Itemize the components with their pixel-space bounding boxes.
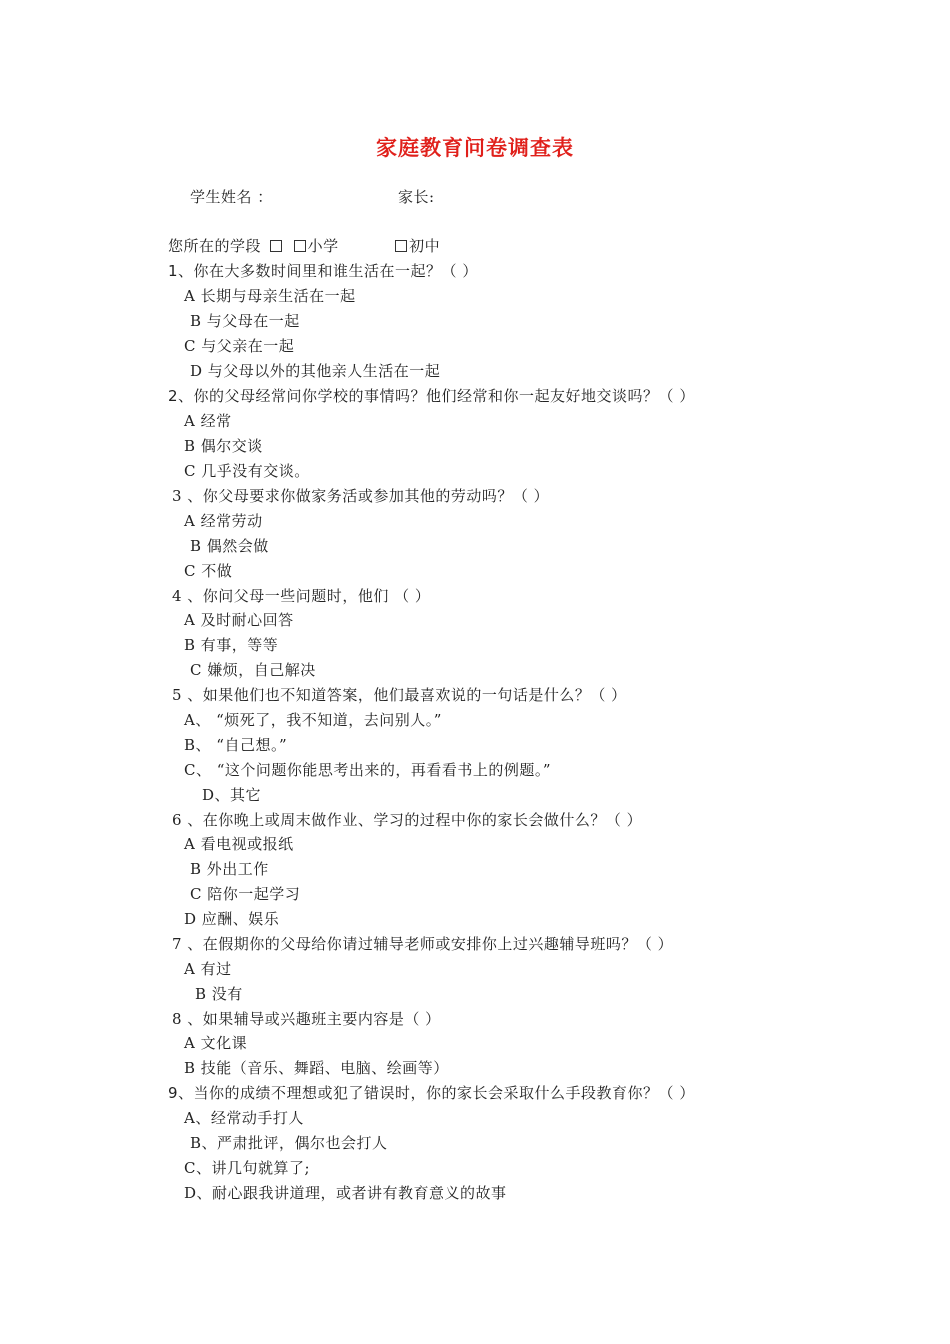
option-4a: A 及时耐心回答 bbox=[184, 611, 294, 629]
option-9c: C、讲几句就算了; bbox=[184, 1159, 311, 1177]
option-1d: D 与父母以外的其他亲人生活在一起 bbox=[190, 362, 441, 380]
stage-row bbox=[168, 236, 440, 256]
option-3a: A 经常劳动 bbox=[184, 512, 263, 530]
stage-checkbox-primary[interactable] bbox=[294, 240, 306, 252]
question-8: 8 、如果辅导或兴趣班主要内容是（ ） bbox=[172, 1010, 441, 1028]
option-8b: B 技能（音乐、舞蹈、电脑、绘画等） bbox=[184, 1059, 449, 1077]
option-4c: C 嫌烦，自己解决 bbox=[190, 661, 316, 679]
option-9b: B、严肃批评，偶尔也会打人 bbox=[190, 1134, 388, 1152]
option-7a: A 有过 bbox=[184, 960, 232, 978]
stage-label: 您所在的学段 bbox=[168, 237, 262, 255]
option-9d: D、耐心跟我讲道理，或者讲有教育意义的故事 bbox=[184, 1184, 507, 1202]
option-6c: C 陪你一起学习 bbox=[190, 885, 301, 903]
option-4b: B 有事，等等 bbox=[184, 636, 279, 654]
option-7b: B 没有 bbox=[195, 985, 243, 1003]
question-1: 1、你在大多数时间里和谁生活在一起？（ ） bbox=[168, 262, 478, 280]
option-1a: A 长期与母亲生活在一起 bbox=[184, 287, 356, 305]
question-9: 9、当你的成绩不理想或犯了错误时，你的家长会采取什么手段教育你？（ ） bbox=[168, 1084, 695, 1102]
option-6d: D 应酬、娱乐 bbox=[184, 910, 280, 928]
option-1b: B 与父母在一起 bbox=[190, 312, 300, 330]
option-6a: A 看电视或报纸 bbox=[184, 835, 294, 853]
stage-option-primary: 小学 bbox=[307, 237, 339, 255]
option-1c: C 与父亲在一起 bbox=[184, 337, 295, 355]
question-6: 6 、在你晚上或周末做作业、学习的过程中你的家长会做什么？（ ） bbox=[172, 811, 643, 829]
student-name-label: 学生姓名 ： bbox=[190, 188, 273, 206]
question-5: 5 、如果他们也不知道答案，他们最喜欢说的一句话是什么？（ ） bbox=[172, 686, 627, 704]
option-2a: A 经常 bbox=[184, 412, 232, 430]
parent-label: 家长: bbox=[398, 188, 435, 206]
stage-checkbox-middle[interactable] bbox=[395, 240, 407, 252]
option-5d: D、其它 bbox=[202, 786, 262, 804]
question-7: 7 、在假期你的父母给你请过辅导老师或安排你上过兴趣辅导班吗？（ ） bbox=[172, 935, 674, 953]
option-8a: A 文化课 bbox=[184, 1034, 248, 1052]
option-2c: C 几乎没有交谈。 bbox=[184, 462, 310, 480]
option-3c: C 不做 bbox=[184, 562, 233, 580]
question-2: 2、你的父母经常问你学校的事情吗？他们经常和你一起友好地交谈吗？（ ） bbox=[168, 387, 695, 405]
stage-checkbox-blank[interactable] bbox=[270, 240, 282, 252]
question-3: 3 、你父母要求你做家务活或参加其他的劳动吗？（ ） bbox=[172, 487, 550, 505]
stage-option-middle: 初中 bbox=[409, 237, 441, 255]
option-3b: B 偶然会做 bbox=[190, 537, 269, 555]
option-5c: C、 “这个问题你能思考出来的，再看看书上的例题。” bbox=[184, 761, 552, 779]
option-6b: B 外出工作 bbox=[190, 860, 269, 878]
option-9a: A、经常动手打人 bbox=[184, 1109, 304, 1127]
option-5a: A、 “烦死了，我不知道，去问别人。” bbox=[184, 711, 442, 729]
option-5b: B、 “自己想。” bbox=[184, 736, 288, 754]
page-title: 家庭教育问卷调查表 bbox=[376, 136, 574, 160]
question-4: 4 、你问父母一些问题时，他们 （ ） bbox=[172, 587, 431, 605]
option-2b: B 偶尔交谈 bbox=[184, 437, 263, 455]
